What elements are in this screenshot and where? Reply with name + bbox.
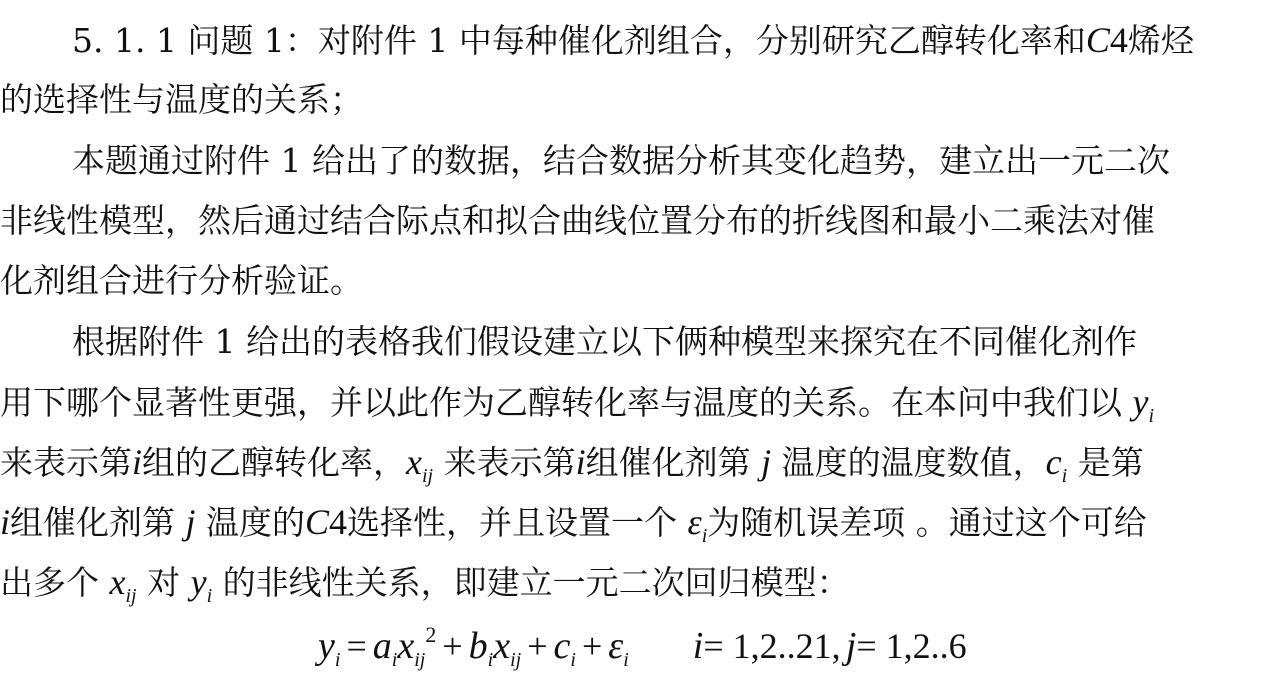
para2-text-5a: 出多个: [0, 563, 110, 602]
var-y-2: y: [190, 562, 207, 602]
para2-line4: [0, 502, 1147, 547]
para2-line5: [0, 562, 850, 607]
f-range-i: = 1,2..21,: [703, 626, 841, 666]
heading-line-2: [0, 80, 363, 120]
f-range-j: = 1,2..6: [856, 626, 967, 666]
var-x-2: x: [109, 562, 126, 602]
f-sub-ij-2: ij: [510, 649, 522, 671]
num-4b: 4: [329, 502, 348, 542]
para2-line3: [0, 442, 1144, 487]
para2-text-1: 根据附件 1 给出的表格我们假设建立以下俩种模型来探究在不同催化剂作: [72, 322, 1137, 361]
para2-text-4c: 选择性，并且设置一个: [347, 503, 688, 542]
f-plus-2: +: [527, 626, 548, 666]
f-sub-i-eps: i: [623, 649, 629, 671]
var-x: x: [406, 442, 422, 482]
f-x-2: x: [493, 625, 511, 667]
var-j: j: [761, 442, 772, 482]
var-j-2: j: [185, 502, 196, 542]
sub-ij: ij: [422, 465, 434, 487]
para2-text-3c: 来表示第: [433, 443, 576, 482]
var-c-i: c: [1045, 442, 1062, 482]
section-heading: [72, 20, 1194, 60]
heading-text-end: 烯烃: [1127, 21, 1194, 60]
para2-text-3a: 来表示第: [0, 443, 132, 482]
f-y: y: [318, 625, 335, 667]
f-sub-i: i: [334, 649, 341, 671]
para2-line2: [0, 382, 1155, 427]
f-epsilon: ε: [608, 625, 624, 667]
var-C4: C: [305, 502, 330, 542]
f-eq: =: [346, 626, 367, 666]
f-plus-1: +: [442, 626, 463, 666]
para2-text-3b: 组的乙醇转化率，: [142, 443, 407, 482]
para2-text-5c: 的非线性关系，即建立一元二次回归模型：: [212, 563, 850, 602]
para2-text-4a: 组催化剂第: [10, 503, 186, 542]
para1-line3: [0, 261, 363, 301]
f-x: x: [397, 625, 415, 667]
regression-formula: [318, 622, 967, 670]
num-4: 4: [1109, 20, 1128, 60]
f-c: c: [553, 625, 571, 667]
para1-text-3: 化剂组合进行分析验证。: [0, 261, 363, 300]
para2-text-4b: 温度的: [195, 503, 306, 542]
para2-text-2: 用下哪个显著性更强，并以此作为乙醇转化率与温度的关系。在本问中我们以: [0, 383, 1133, 422]
f-sup-2: 2: [425, 622, 437, 647]
var-i-3: i: [0, 502, 11, 542]
f-a: a: [372, 625, 392, 667]
var-i: i: [132, 442, 143, 482]
para2-text-3e: 温度的温度数值，: [771, 443, 1046, 482]
sub-i-c: i: [1061, 465, 1068, 487]
para2-text-3f: 是第: [1067, 443, 1144, 482]
var-c: C: [1085, 20, 1110, 60]
f-sub-i-c: i: [570, 649, 576, 671]
para2-text-4d: 为随机误差项 。通过这个可给: [707, 503, 1147, 542]
f-b: b: [468, 625, 488, 667]
var-y: y: [1132, 382, 1149, 422]
var-epsilon: ε: [687, 502, 702, 542]
sub-i-eps: i: [701, 525, 708, 547]
para1-text-2: 非线性模型，然后通过结合际点和拟合曲线位置分布的折线图和最小二乘法对催: [0, 201, 1155, 240]
para1-line1: [72, 141, 1170, 181]
f-sub-ij: ij: [414, 649, 426, 671]
f-range-i-var: i: [692, 625, 704, 667]
sub-i: i: [1148, 405, 1155, 427]
var-i-2: i: [575, 442, 586, 482]
para1-text-1: 本题通过附件 1 给出了的数据，结合数据分析其变化趋势，建立出一元二次: [72, 141, 1170, 180]
para2-line1: [72, 322, 1137, 362]
para2-text-3d: 组催化剂第: [585, 443, 762, 482]
f-plus-3: +: [581, 626, 603, 666]
f-sub-i-b: i: [487, 649, 494, 671]
sub-i-y: i: [206, 585, 213, 607]
para2-text-5b: 对: [136, 563, 191, 602]
f-sub-i-a: i: [391, 649, 398, 671]
sub-ij-2: ij: [125, 585, 137, 607]
f-range-j-var: j: [845, 625, 857, 667]
para1-line2: [0, 201, 1155, 241]
heading-text: 5. 1. 1 问题 1：对附件 1 中每种催化剂组合，分别研究乙醇转化率和: [72, 21, 1086, 60]
heading-text-2: 的选择性与温度的关系；: [0, 80, 363, 119]
